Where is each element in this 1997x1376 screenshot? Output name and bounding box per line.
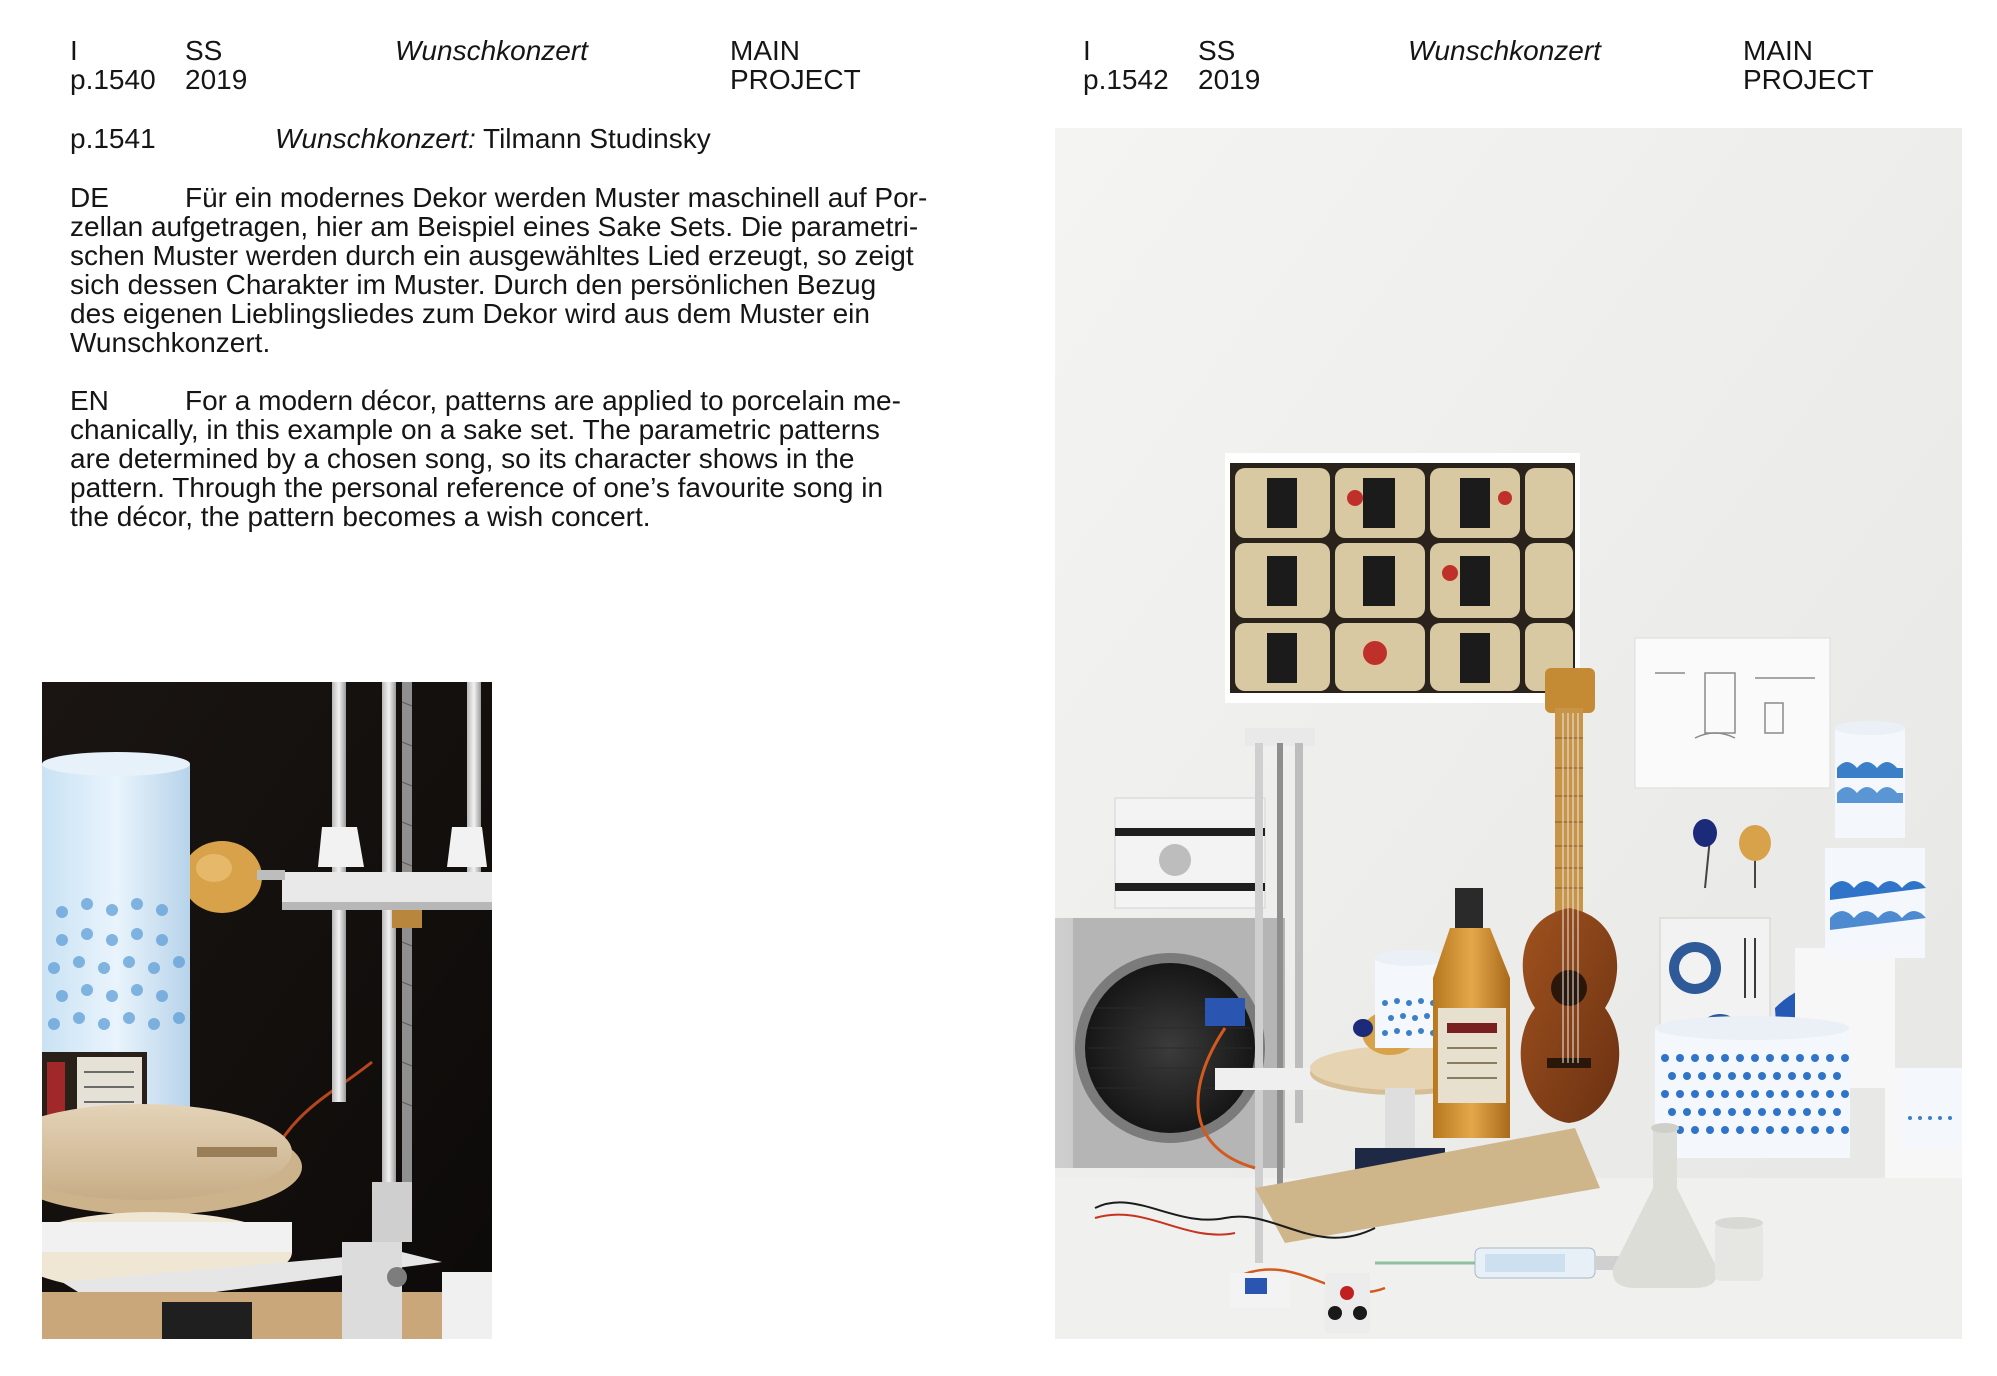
page-number: p.1542: [1083, 64, 1169, 95]
text-line: chanically, in this example on a sake set. The parametric patterns: [70, 414, 880, 445]
text-line: For a modern décor, patterns are applied to porcelain me-: [185, 385, 901, 416]
language-label: EN: [70, 385, 109, 416]
running-title: Wunschkonzert: [395, 35, 588, 66]
text-line: Für ein modernes Dekor werden Muster maschinell auf Por-: [185, 182, 928, 213]
language-label: DE: [70, 182, 109, 213]
text-line: schen Muster werden durch ein ausgewähltes Lied erzeugt, so zeigt: [70, 240, 914, 271]
text-line: Wunschkonzert.: [70, 327, 271, 358]
author-name: Tilmann Studinsky: [475, 123, 711, 154]
text-line: the décor, the pattern becomes a wish concert.: [70, 501, 651, 532]
category-label: PROJECT: [730, 64, 861, 95]
entry-page-number: p.1541: [70, 123, 156, 154]
setup-overview-photo: [1055, 128, 1962, 1339]
entry-title: [275, 124, 711, 154]
text-line: zellan aufgetragen, hier am Beispiel eines Sake Sets. Die parametri-: [70, 211, 919, 242]
text-line: des eigenen Lieblingsliedes zum Dekor wird aus dem Muster ein: [70, 298, 870, 329]
text-line: pattern. Through the personal reference of one’s favourite song in: [70, 472, 884, 503]
setup-overview-illustration: [1055, 128, 1962, 1339]
category-label: PROJECT: [1743, 64, 1874, 95]
semester-year: 2019: [1198, 64, 1261, 95]
semester-term: SS: [1198, 35, 1236, 66]
semester-year: 2019: [185, 64, 248, 95]
machine-detail-illustration: [42, 682, 492, 1339]
semester-term: SS: [185, 35, 223, 66]
running-title: Wunschkonzert: [1408, 35, 1601, 66]
description-de: [70, 183, 930, 357]
project-title: Wunschkonzert:: [275, 123, 476, 154]
section-number: I: [1083, 35, 1091, 66]
category-label: MAIN: [1743, 35, 1813, 66]
section-number: I: [70, 35, 78, 66]
category-label: MAIN: [730, 35, 800, 66]
page-number: p.1540: [70, 64, 156, 95]
text-line: sich dessen Charakter im Muster. Durch den persönlichen Bezug: [70, 269, 877, 300]
description-en: [70, 386, 930, 531]
machine-detail-photo: [42, 682, 492, 1339]
text-line: are determined by a chosen song, so its character shows in the: [70, 443, 855, 474]
